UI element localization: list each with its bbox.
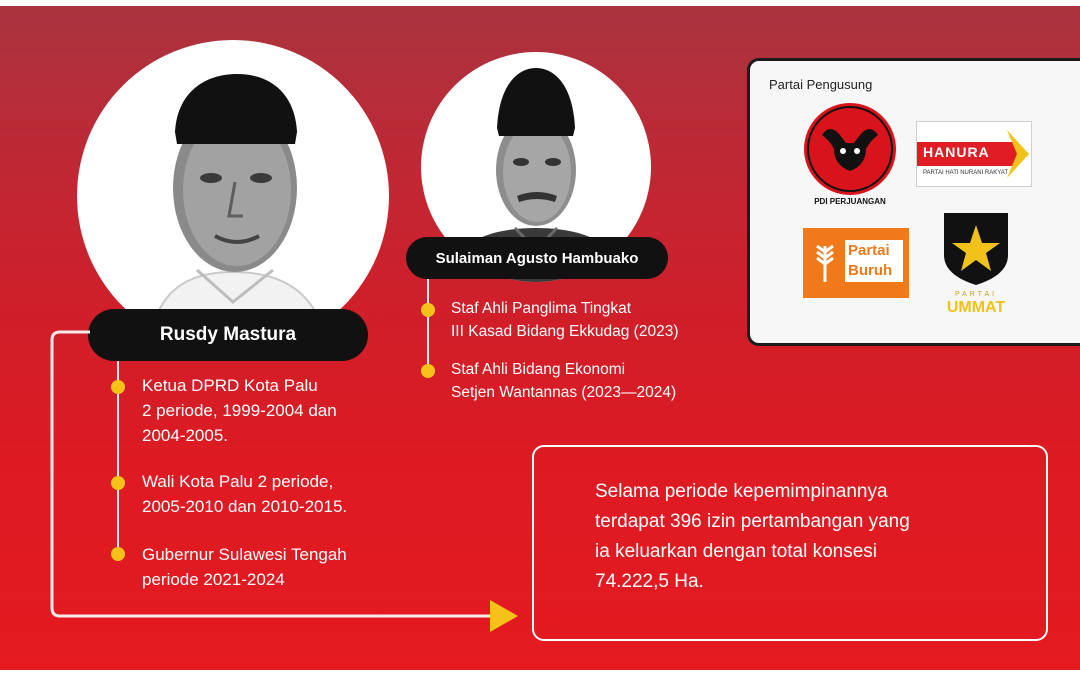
partai-buruh-logo <box>803 228 909 298</box>
role-line: 2004-2005. <box>142 426 229 445</box>
summary-box <box>532 445 1048 641</box>
person-name: Sulaiman Agusto Hambuako <box>435 249 639 267</box>
summary-line: terdapat 396 izin pertambangan yang <box>595 511 910 532</box>
role-line: Ketua DPRD Kota Palu <box>142 376 318 395</box>
summary-line: Selama periode kepemimpinannya <box>595 481 888 502</box>
hanura-logo <box>916 121 1032 187</box>
buruh-line: Partai <box>848 242 890 259</box>
role-line: Staf Ahli Panglima Tingkat <box>451 300 632 317</box>
role-line: Staf Ahli Bidang Ekonomi <box>451 361 626 378</box>
role-line: Wali Kota Palu 2 periode, <box>142 472 334 491</box>
ummat-top: PARTAI <box>954 291 998 298</box>
party-supporters-panel <box>747 58 1080 346</box>
pdip-caption: PDI PERJUANGAN <box>814 197 886 206</box>
person-name: Rusdy Mastura <box>159 324 297 345</box>
role-line: III Kasad Bidang Ekkudag (2023) <box>451 323 679 340</box>
role-line: Setjen Wantannas (2023—2024) <box>451 384 677 401</box>
ummat-name: UMMAT <box>946 299 1006 316</box>
role-line: 2005-2010 dan 2010-2015. <box>142 497 348 516</box>
hanura-name: HANURA <box>923 144 990 160</box>
role-line: periode 2021-2024 <box>142 570 285 589</box>
ummat-star-shield-icon <box>942 211 1010 287</box>
summary-line: 74.222,5 Ha. <box>595 571 704 592</box>
pdip-bull-icon <box>800 101 900 199</box>
role-line: Gubernur Sulawesi Tengah <box>142 545 347 564</box>
partai-ummat-logo <box>936 211 1016 321</box>
buruh-name <box>845 240 903 282</box>
pdip-logo <box>800 101 900 209</box>
role-line: 2 periode, 1999-2004 dan <box>142 401 337 420</box>
summary-text <box>595 477 910 597</box>
party-panel-title: Partai Pengusung <box>769 77 873 92</box>
buruh-line: Buruh <box>848 262 893 279</box>
buruh-wheat-icon <box>811 242 839 284</box>
hanura-tagline: PARTAI HATI NURANI RAKYAT <box>923 170 1009 176</box>
summary-line: ia keluarkan dengan total konsesi <box>595 541 878 562</box>
